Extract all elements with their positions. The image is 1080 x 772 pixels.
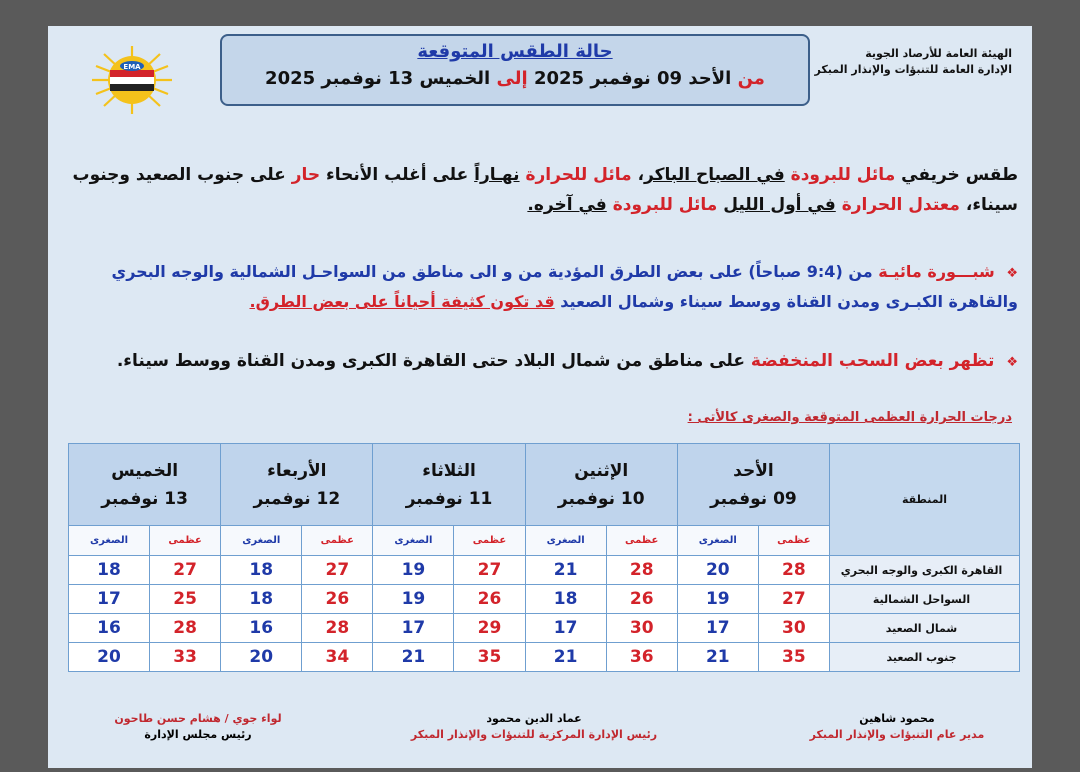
max-label: عظمى — [606, 526, 677, 556]
temperature-table-title: درجات الحرارة العظمى المتوقعة والصغرى كالأتى : — [687, 410, 1012, 425]
intro-text-10: معتدل الحرارة — [841, 195, 960, 215]
min-label: الصغرى — [677, 526, 758, 556]
day-date: 11 نوفمبر — [405, 488, 493, 509]
min-temp-cell: 20 — [677, 556, 758, 585]
max-temp-cell: 35 — [454, 643, 525, 672]
max-temp-cell: 35 — [758, 643, 829, 672]
min-temp-cell: 17 — [69, 585, 150, 614]
signature-head — [404, 711, 664, 743]
intro-comma: ، — [637, 165, 645, 185]
max-temp-cell: 26 — [454, 585, 525, 614]
max-label: عظمى — [454, 526, 525, 556]
period-end: الخميس 13 نوفمبر 2025 — [265, 68, 491, 89]
fog-lead: شبـــورة مائيـة — [878, 262, 995, 281]
signer-name: عماد الدين محمود — [486, 712, 582, 725]
min-temp-cell: 18 — [525, 585, 606, 614]
min-label: الصغرى — [525, 526, 606, 556]
day-name: الإثنين — [574, 460, 629, 481]
min-temp-cell: 19 — [373, 585, 454, 614]
max-temp-cell: 36 — [606, 643, 677, 672]
intro-text-6: نهـاراً — [474, 165, 520, 185]
max-temp-cell: 28 — [758, 556, 829, 585]
min-temp-cell: 21 — [525, 556, 606, 585]
general-forecast — [62, 160, 1018, 220]
min-temp-cell: 20 — [69, 643, 150, 672]
max-temp-cell: 34 — [302, 643, 373, 672]
diamond-bullet-icon: ❖ — [1006, 355, 1018, 370]
max-temp-cell: 29 — [454, 614, 525, 643]
intro-text-1: طقس خريفي — [901, 165, 1018, 185]
max-temp-cell: 25 — [150, 585, 221, 614]
max-temp-cell: 33 — [150, 643, 221, 672]
min-temp-cell: 21 — [677, 643, 758, 672]
max-temp-cell: 26 — [606, 585, 677, 614]
min-temp-cell: 17 — [373, 614, 454, 643]
day-name: الخميس — [111, 460, 179, 481]
forecast-period — [222, 68, 808, 89]
region-cell: شمال الصعيد — [830, 614, 1020, 643]
max-temp-cell: 28 — [302, 614, 373, 643]
min-temp-cell: 16 — [69, 614, 150, 643]
max-label: عظمى — [302, 526, 373, 556]
min-label: الصغرى — [373, 526, 454, 556]
department-name: الإدارة العامة للتنبؤات والإنذار المبكر — [814, 63, 1012, 76]
title-box — [220, 34, 810, 106]
fog-warning: قد تكون كثيفة أحياناً على بعض الطرق. — [249, 292, 555, 311]
clouds-text: على مناطق من شمال البلاد حتى القاهرة الكبرى ومدن القناة ووسط سيناء. — [116, 351, 745, 371]
table-row — [69, 585, 1020, 614]
intro-text-9: على جنوب الصعيد وجنوب سيناء، — [72, 165, 1018, 215]
day-header — [221, 444, 373, 526]
region-cell: السواحل الشمالية — [830, 585, 1020, 614]
max-temp-cell: 27 — [758, 585, 829, 614]
min-temp-cell: 19 — [373, 556, 454, 585]
day-date: 09 نوفمبر — [710, 488, 797, 509]
fog-bullet — [62, 258, 1018, 316]
intro-text-8: حار — [291, 165, 321, 185]
max-temp-cell: 30 — [758, 614, 829, 643]
clouds-bullet — [62, 346, 1018, 378]
signer-title: مدير عام التنبؤات والإنذار المبكر — [809, 728, 985, 741]
day-header — [69, 444, 221, 526]
min-label: الصغرى — [221, 526, 302, 556]
min-temp-cell: 18 — [69, 556, 150, 585]
max-label: عظمى — [758, 526, 829, 556]
signer-name: لواء جوي / هشام حسن طاحون — [114, 712, 282, 725]
forecast-document — [48, 26, 1032, 768]
day-name: الأحد — [733, 460, 774, 481]
signer-name: محمود شاهين — [859, 712, 935, 725]
day-header — [677, 444, 829, 526]
logo-lettering: EMA — [123, 63, 141, 71]
max-temp-cell: 26 — [302, 585, 373, 614]
min-temp-cell: 17 — [677, 614, 758, 643]
temperature-table — [68, 443, 1020, 672]
day-name: الثلاثاء — [422, 460, 476, 481]
page-title: حالة الطقس المتوقعة — [417, 41, 613, 62]
day-date: 12 نوفمبر — [253, 488, 341, 509]
ema-logo-icon — [88, 44, 176, 116]
max-temp-cell: 28 — [606, 556, 677, 585]
max-temp-cell: 28 — [150, 614, 221, 643]
intro-text-2: مائل للبرودة — [790, 165, 896, 185]
max-temp-cell: 27 — [302, 556, 373, 585]
day-header — [373, 444, 525, 526]
period-to: إلى — [496, 68, 528, 89]
signature-chairman — [88, 711, 308, 743]
agency-name: الهيئة العامة للأرصاد الجوية — [865, 47, 1012, 60]
max-label: عظمى — [150, 526, 221, 556]
max-temp-cell: 27 — [454, 556, 525, 585]
intro-text-3: في الصباح الباكر — [644, 165, 785, 185]
table-row — [69, 556, 1020, 585]
day-date: 13 نوفمبر — [101, 488, 188, 509]
intro-text-5: مائل للحرارة — [525, 165, 632, 185]
region-header: المنطقة — [830, 444, 1020, 556]
period-from: من — [737, 68, 765, 89]
intro-text-7: على أغلب الأنحاء — [326, 165, 469, 185]
min-temp-cell: 19 — [677, 585, 758, 614]
day-date: 10 نوفمبر — [557, 488, 645, 509]
min-temp-cell: 21 — [373, 643, 454, 672]
period-start: الأحد 09 نوفمبر 2025 — [533, 68, 732, 89]
min-temp-cell: 18 — [221, 585, 302, 614]
diamond-bullet-icon: ❖ — [1006, 266, 1018, 281]
min-temp-cell: 16 — [221, 614, 302, 643]
min-temp-cell: 18 — [221, 556, 302, 585]
region-cell: القاهرة الكبرى والوجه البحري — [830, 556, 1020, 585]
table-row — [69, 614, 1020, 643]
clouds-lead: تظهر بعض السحب المنخفضة — [750, 351, 995, 371]
min-temp-cell: 21 — [525, 643, 606, 672]
max-temp-cell: 30 — [606, 614, 677, 643]
intro-text-12: مائل للبرودة — [612, 195, 718, 215]
min-temp-cell: 20 — [221, 643, 302, 672]
table-row — [69, 643, 1020, 672]
min-temp-cell: 17 — [525, 614, 606, 643]
max-temp-cell: 27 — [150, 556, 221, 585]
min-label: الصغرى — [69, 526, 150, 556]
day-header — [525, 444, 677, 526]
agency-block — [812, 46, 1012, 78]
day-name: الأربعاء — [267, 460, 327, 481]
intro-text-13: في آخره. — [527, 195, 607, 215]
fog-text: من (9:4 صباحاً) على بعض الطرق المؤدية من و الى مناطق من السواحـل الشمالية والوجه البحري والقاهرة الكبـرى ومدن القناة ووسط سيناء وشمال الصعيد — [111, 262, 1018, 311]
intro-text-11: في أول الليل — [723, 195, 836, 215]
signer-title: رئيس الإدارة المركزية للتنبؤات والإنذار المبكر — [410, 728, 658, 741]
signer-title: رئيس مجلس الإدارة — [144, 728, 252, 741]
signature-director — [782, 711, 1012, 743]
region-cell: جنوب الصعيد — [830, 643, 1020, 672]
